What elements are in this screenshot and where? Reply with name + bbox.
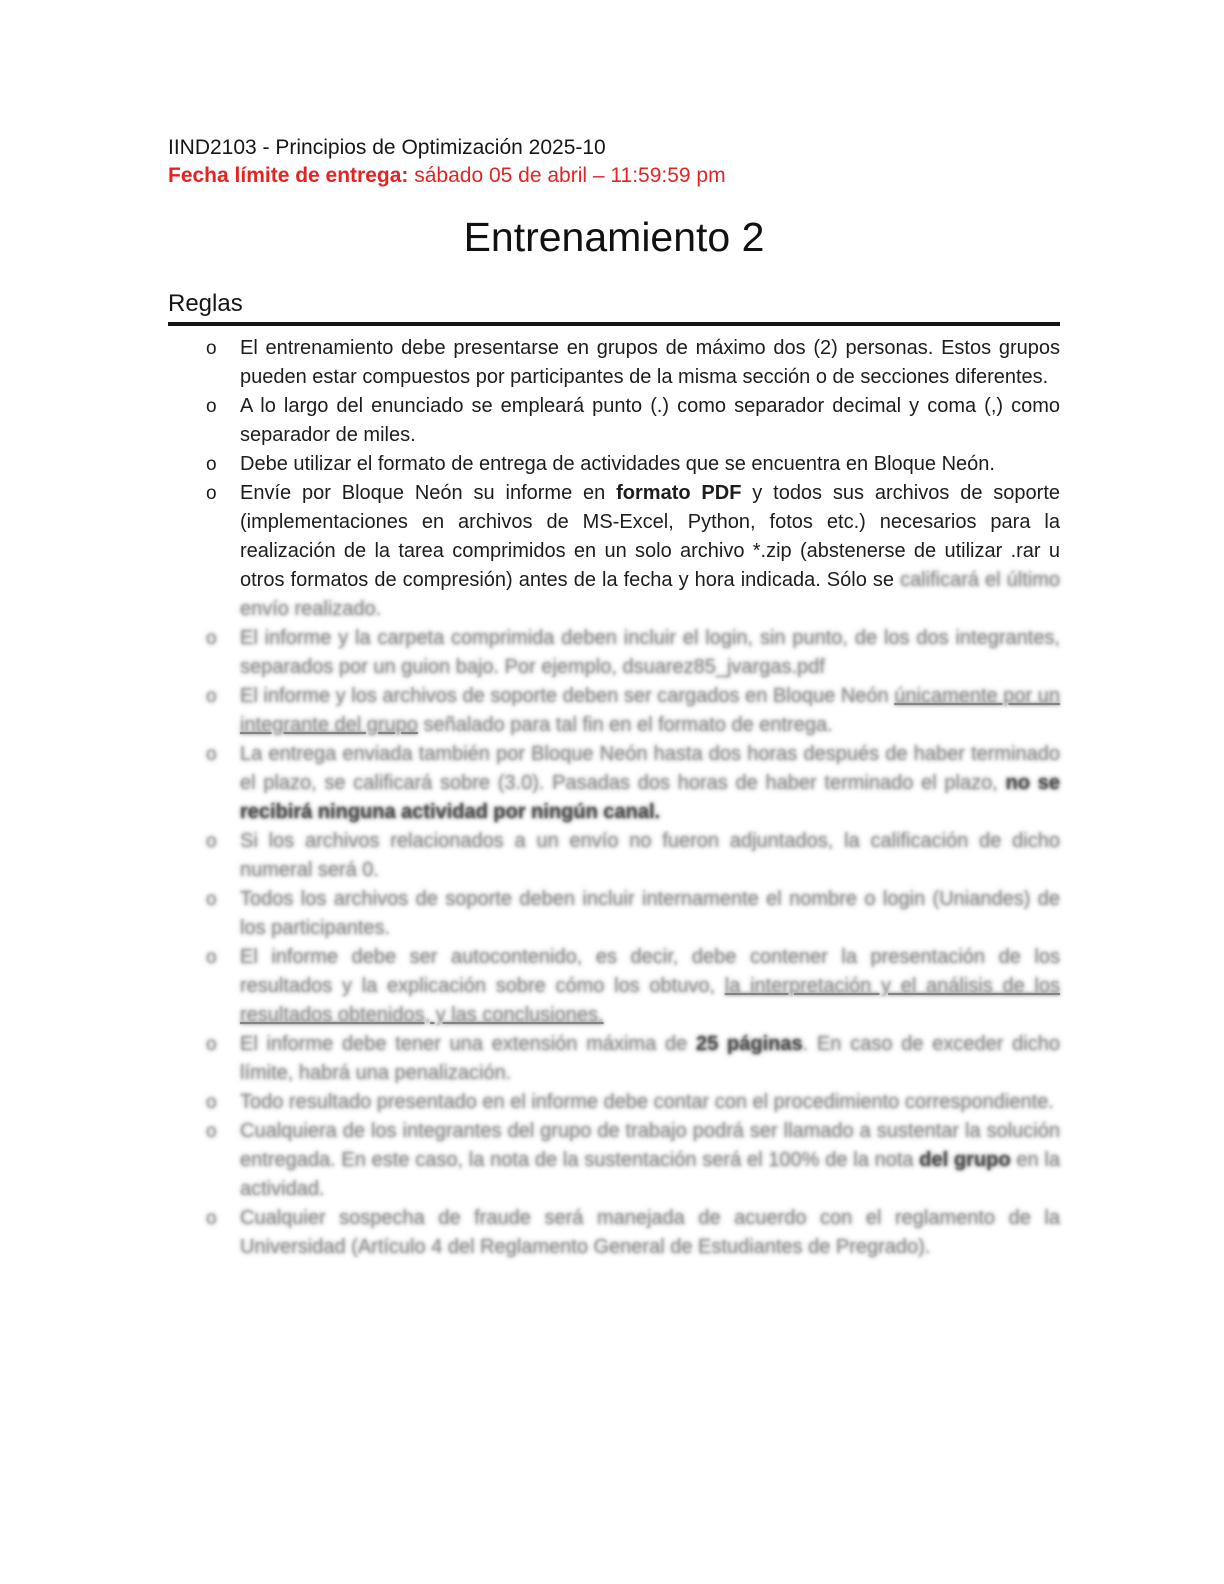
text-segment: A lo largo del enunciado se empleará punto (.) como separador decimal y coma (,) como separador de miles. xyxy=(240,395,1060,447)
text-segment: 25 páginas xyxy=(696,1033,803,1056)
text-segment: El informe y la carpeta comprimida deben incluir el login, sin punto, de los dos integrantes, separados por un guion bajo. Por ejemplo, dsuarez85_jvargas.pdf xyxy=(240,627,1060,679)
text-segment: El informe debe ser autocontenido, es decir, debe contener la presentación de los resultados y la explicación sobre cómo los obtuvo, xyxy=(240,946,1060,998)
text-segment: y todos sus archivos de soporte (implementaciones en archivos de MS-Excel, Python, fotos etc.) necesarios para la realización de la tarea comprimidos en un solo archivo *.zip (abstenerse de utilizar .rar u otros formatos de compresión) antes de la fecha y hora indicada. Sólo se xyxy=(240,482,1061,592)
text-segment: El informe debe tener una extensión máxima de xyxy=(240,1033,697,1056)
rule-item xyxy=(168,885,1060,943)
rule-item xyxy=(168,1088,1060,1117)
bullet-marker: o xyxy=(206,1208,217,1230)
bullet-marker: o xyxy=(206,396,217,418)
text-segment: del grupo xyxy=(919,1149,1011,1172)
text-segment: El informe y los archivos de soporte deben ser cargados en Bloque Neón xyxy=(240,685,895,708)
bullet-marker: o xyxy=(206,338,217,360)
deadline-label: Fecha límite de entrega: xyxy=(168,164,409,187)
bullet-marker: o xyxy=(206,831,217,853)
rule-text xyxy=(240,1204,1060,1262)
bullet-marker: o xyxy=(206,686,217,708)
text-segment: Envíe por Bloque Neón su informe en xyxy=(240,482,617,505)
rule-item xyxy=(168,1117,1060,1204)
text-segment: Cualquiera de los integrantes del grupo de trabajo podrá ser llamado a sustentar la solución entregada. En este caso, la nota de la sustentación será el 100% de la nota xyxy=(240,1120,1060,1172)
rule-item xyxy=(168,392,1060,450)
bullet-marker: o xyxy=(206,889,217,911)
rule-text xyxy=(240,1088,1060,1117)
rule-item xyxy=(168,943,1060,1030)
text-segment: formato PDF xyxy=(616,482,742,505)
text-segment: la interpretación y el análisis de los resultados obtenidos, y las conclusiones. xyxy=(240,975,1060,1027)
text-segment: únicamente por un integrante del grupo xyxy=(240,685,1060,737)
rule-item xyxy=(168,740,1060,827)
text-segment: no se recibirá ninguna actividad por ningún canal. xyxy=(240,772,1060,824)
bullet-marker: o xyxy=(206,947,217,969)
bullet-marker: o xyxy=(206,1092,217,1114)
rule-text xyxy=(240,392,1060,450)
bullet-marker: o xyxy=(206,1034,217,1056)
rule-text xyxy=(240,334,1060,392)
text-segment: La entrega enviada también por Bloque Neón hasta dos horas después de haber terminado el plazo, se calificará sobre (3.0). Pasadas dos horas de haber terminado el plazo, xyxy=(240,743,1060,795)
rule-text xyxy=(240,1117,1060,1204)
text-segment: Debe utilizar el formato de entrega de actividades que se encuentra en Bloque Neón. xyxy=(240,453,995,476)
text-segment: calificará el último envío realizado. xyxy=(240,569,1060,621)
rule-item xyxy=(168,624,1060,682)
rule-item xyxy=(168,334,1060,392)
rule-text xyxy=(240,740,1060,827)
text-segment: . En caso de exceder dicho límite, habrá una penalización. xyxy=(240,1033,1060,1085)
bullet-marker: o xyxy=(206,1121,217,1143)
bullet-marker: o xyxy=(206,454,217,476)
rule-text xyxy=(240,827,1060,885)
rule-item xyxy=(168,450,1060,479)
rules-list xyxy=(168,334,1060,1262)
rule-item xyxy=(168,827,1060,885)
rule-text xyxy=(240,479,1060,624)
deadline-value: sábado 05 de abril – 11:59:59 pm xyxy=(408,164,726,187)
text-segment: Si los archivos relacionados a un envío no fueron adjuntados, la calificación de dicho numeral será 0. xyxy=(240,830,1060,882)
text-segment: Cualquier sospecha de fraude será manejada de acuerdo con el reglamento de la Universidad (Artículo 4 del Reglamento General de Estudiantes de Pregrado). xyxy=(240,1207,1060,1259)
rule-item xyxy=(168,479,1060,624)
text-segment: señalado para tal fin en el formato de entrega. xyxy=(417,714,833,737)
rule-item xyxy=(168,1204,1060,1262)
rule-text xyxy=(240,1030,1060,1088)
section-heading-reglas: Reglas xyxy=(168,289,1060,326)
bullet-marker: o xyxy=(206,744,217,766)
document-title: Entrenamiento 2 xyxy=(463,214,765,260)
rule-text xyxy=(240,943,1060,1030)
rule-text xyxy=(240,624,1060,682)
deadline-line xyxy=(168,162,1060,190)
rule-item xyxy=(168,1030,1060,1088)
rule-text xyxy=(240,885,1060,943)
text-segment: Todos los archivos de soporte deben incluir internamente el nombre o login (Uniandes) de los participantes. xyxy=(240,888,1060,940)
rule-item xyxy=(168,682,1060,740)
course-header: IIND2103 - Principios de Optimización 2025-10 xyxy=(168,136,606,159)
bullet-marker: o xyxy=(206,628,217,650)
text-segment: El entrenamiento debe presentarse en grupos de máximo dos (2) personas. Estos grupos pueden estar compuestos por participantes de la misma sección o de secciones diferentes. xyxy=(240,337,1060,389)
text-segment: Todo resultado presentado en el informe debe contar con el procedimiento correspondiente. xyxy=(240,1091,1054,1114)
rule-text xyxy=(240,682,1060,740)
rule-text xyxy=(240,450,1060,479)
text-segment: en la actividad. xyxy=(240,1149,1060,1201)
bullet-marker: o xyxy=(206,483,217,505)
